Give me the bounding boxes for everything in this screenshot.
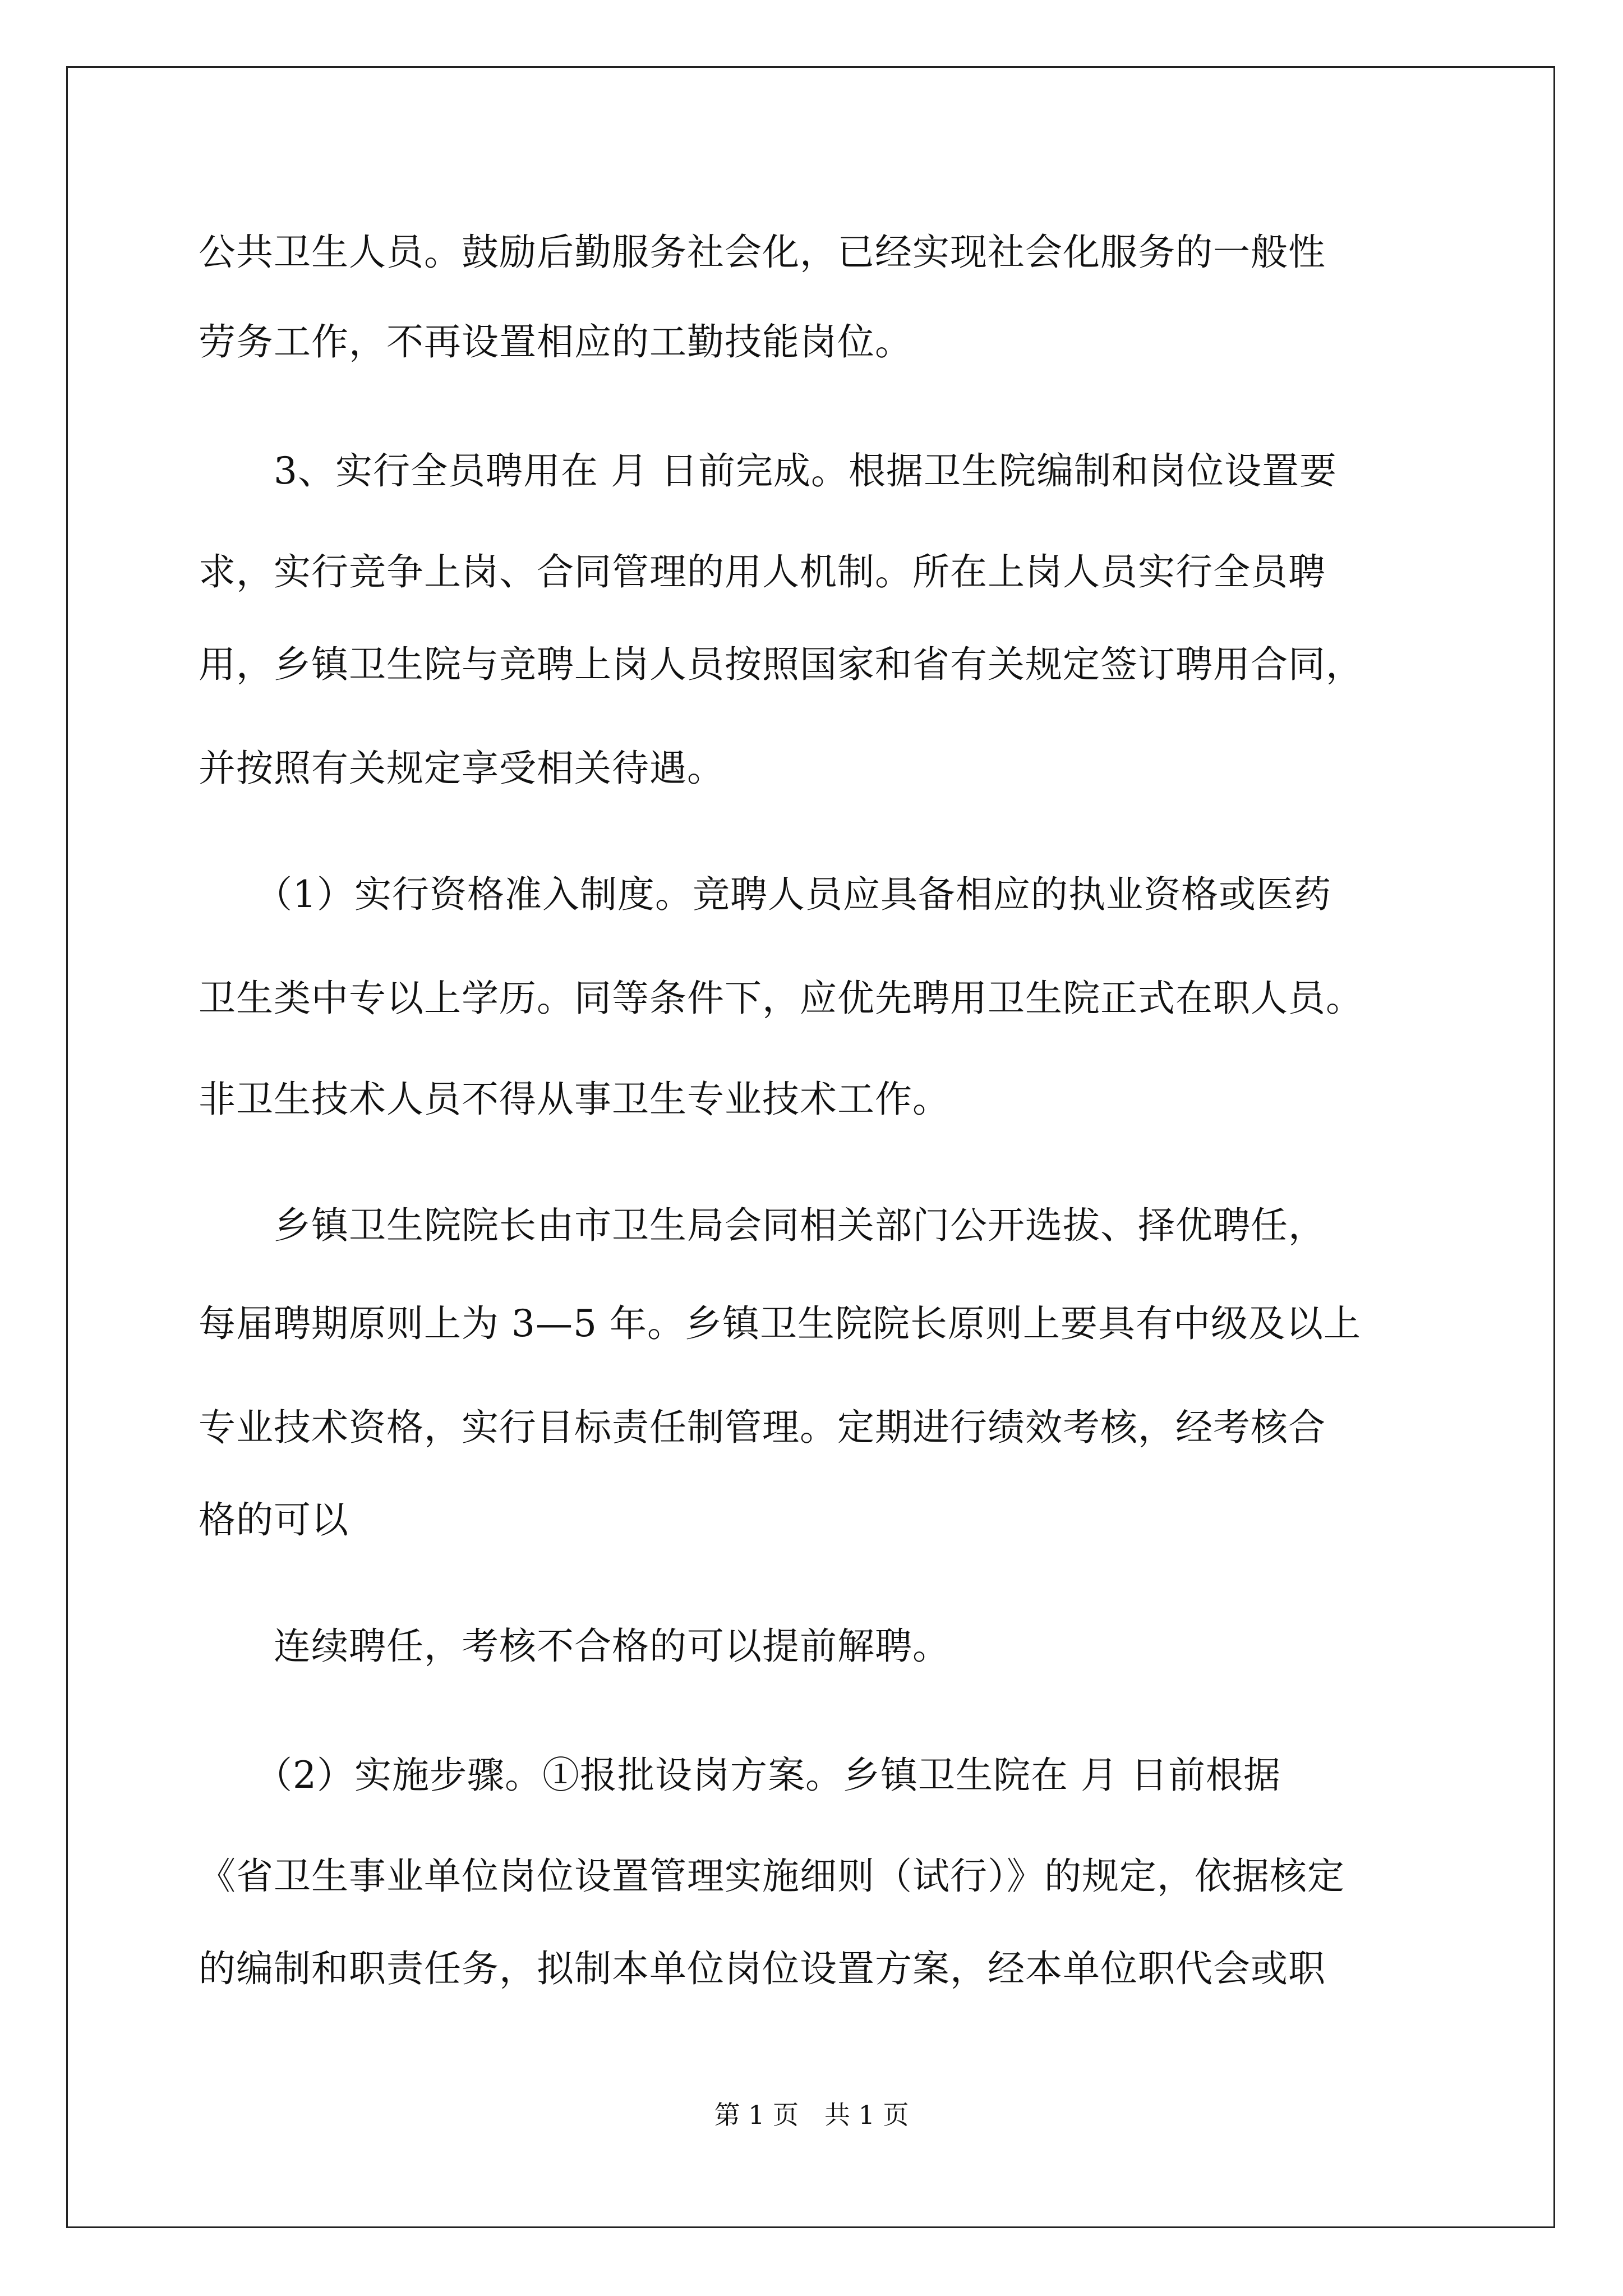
text-line: 公共卫生人员。鼓励后勤服务社会化，已经实现社会化服务的一般性: [199, 231, 1326, 274]
text-line: 格的可以: [199, 1498, 349, 1542]
text-line: 并按照有关规定享受相关待遇。: [199, 747, 725, 790]
page-border: [66, 66, 1555, 2228]
text-line: 连续聘任，考核不合格的可以提前解聘。: [199, 1625, 950, 1668]
text-line: 乡镇卫生院院长由市卫生局会同相关部门公开选拔、择优聘任，: [199, 1204, 1326, 1247]
text-line: （1）实行资格准入制度。竞聘人员应具备相应的执业资格或医药: [199, 873, 1331, 916]
text-line: 的编制和职责任务，拟制本单位岗位设置方案，经本单位职代会或职: [199, 1947, 1326, 1990]
text-line: 用，乡镇卫生院与竞聘上岗人员按照国家和省有关规定签订聘用合同，: [199, 643, 1363, 686]
text-line: 劳务工作，不再设置相应的工勤技能岗位。: [199, 320, 912, 364]
text-line: 卫生类中专以上学历。同等条件下，应优先聘用卫生院正式在职人员。: [199, 977, 1363, 1020]
text-line: 3、实行全员聘用在 月 日前完成。根据卫生院编制和岗位设置要: [199, 449, 1337, 493]
text-line: 每届聘期原则上为 3—5 年。乡镇卫生院院长原则上要具有中级及以上: [199, 1302, 1361, 1345]
text-line: 《省卫生事业单位岗位设置管理实施细则（试行）》的规定，依据核定: [199, 1855, 1345, 1898]
text-line: 非卫生技术人员不得从事卫生专业技术工作。: [199, 1078, 950, 1121]
page-footer: 第 1 页 共 1 页: [714, 2100, 909, 2130]
text-line: 求，实行竞争上岗、合同管理的用人机制。所在上岗人员实行全员聘: [199, 550, 1326, 593]
text-line: （2）实施步骤。①报批设岗方案。乡镇卫生院在 月 日前根据: [199, 1754, 1281, 1797]
text-line: 专业技术资格，实行目标责任制管理。定期进行绩效考核，经考核合: [199, 1406, 1326, 1449]
